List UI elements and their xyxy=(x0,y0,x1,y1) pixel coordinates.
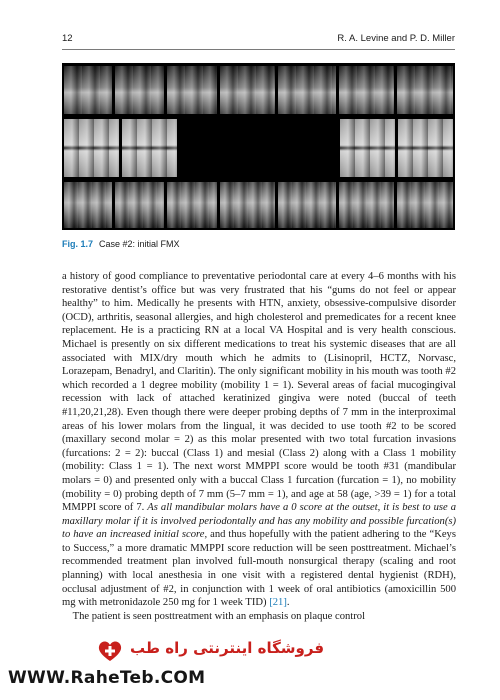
paragraph-2-indent xyxy=(62,611,73,622)
watermark-persian-text: فروشگاه اینترنتی راه طب xyxy=(130,639,325,657)
radiograph-lower-7 xyxy=(397,182,453,228)
radiograph-upper-5 xyxy=(278,66,336,114)
running-header xyxy=(62,33,455,47)
bitewing-right-2 xyxy=(122,119,177,177)
radiograph-lower-6 xyxy=(339,182,394,228)
header-rule xyxy=(62,49,455,50)
radiograph-upper-2 xyxy=(115,66,164,114)
radiograph-lower-4 xyxy=(220,182,275,228)
radiograph-lower-3 xyxy=(167,182,217,228)
italic-emphasis: As all mandibular molars have a 0 score at the outset, it is best to use a maxillary molar if it is involved periodontally and has any mobility and possible furcation(s) to have an increased initial score, xyxy=(62,502,456,541)
radiograph-upper-3 xyxy=(167,66,217,114)
watermark xyxy=(0,639,500,700)
bitewing-left-1 xyxy=(340,119,395,177)
fmx-radiograph-figure xyxy=(62,63,455,230)
figure-caption xyxy=(62,239,455,249)
radiograph-lower-5 xyxy=(278,182,336,228)
running-header-authors: R. A. Levine and P. D. Miller xyxy=(337,33,455,44)
bitewing-left-2 xyxy=(398,119,453,177)
radiograph-lower-1 xyxy=(64,182,112,228)
paragraph-2-text: The patient is seen posttreatment with an emphasis on plaque control xyxy=(72,610,366,622)
sentence-end: . xyxy=(286,597,290,609)
paragraph-2 xyxy=(62,610,456,624)
radiograph-upper-4 xyxy=(220,66,275,114)
paragraph-1-text-cont: and thus hopefully with the patient adhering to the “Keys to Success,” a more dramatic MMPPI score reduction will be seen posttreatment. Michael’s recommended treatment plan involved full-mouth nonsurgical therapy (scaling and root planning) with local anesthesia in one visit with a registered dental hygienist (RDH), occlusal adjustment of #2, in conjunction with 1 week of oral antibiotics (amoxicillin 500 mg with metronidazole 250 mg for 1 week TID) xyxy=(62,529,456,609)
radiograph-upper-7 xyxy=(397,66,453,114)
paragraph-1-text: a history of good compliance to preventative periodontal care at every 4–6 months with his restorative dentist’s office but was very frustrated that his “gums do not feel or appear healthy” to him. Medically he presents with HTN, anxiety, obsessive-compulsive disorder (OCD), arthritis, seasonal allergies, and high cholesterol and premedicates for a recent knee replacement. He is a practicing RN at a local VA Hospital and is very health conscious. Michael is presently on six different medications to treat his systemic diseases that are all associated with MIX/dry mouth which he admits to (Lisinopril, HCTZ, Norvasc, Lorazepam, Benadryl, and Claritin). The only significant mobility in his mouth was tooth #2 which recorded a 1 degree mobility (mobility 1 = 1). Several areas of facial mucogingival recession with lack of attached keratinized gingiva were noted (buccal of teeth #11,20,21,28). Even though there were deeper probing depths of 7 mm in the interproximal areas of his lower molars from the lingual, it was decided to use tooth #2 to be scored (maxillary second molar = 2) as this molar presented with two total furcation invasions (furcations: 2 = 2): buccal (Class 1) and mesial (Class 2) along with a Class 1 mobility (mobility: Class 1 = 1). The next worst MMPPI score would be tooth #31 (mandibular molars = 0) and presented only with a buccal Class 1 furcation (furcation = 1), no mobility (mobility = 0) probing depth of 7 mm (5–7 mm = 1), and age at 58 (age, >39 = 1) for a total MMPPI score of 7. xyxy=(62,271,456,514)
rahe-teb-logo-icon xyxy=(96,639,124,663)
citation-link[interactable]: [21] xyxy=(269,597,287,609)
figure-label: Fig. 1.7 xyxy=(62,239,94,249)
page-number: 12 xyxy=(62,33,73,44)
radiograph-upper-6 xyxy=(339,66,394,114)
paragraph-1 xyxy=(62,270,456,610)
radiograph-lower-2 xyxy=(115,182,164,228)
watermark-url[interactable]: WWW.RaheTeb.COM xyxy=(8,668,206,688)
radiograph-upper-1 xyxy=(64,66,112,114)
bitewing-right-1 xyxy=(64,119,119,177)
body-text xyxy=(62,270,456,655)
figure-caption-text: Case #2: initial FMX xyxy=(99,239,180,249)
